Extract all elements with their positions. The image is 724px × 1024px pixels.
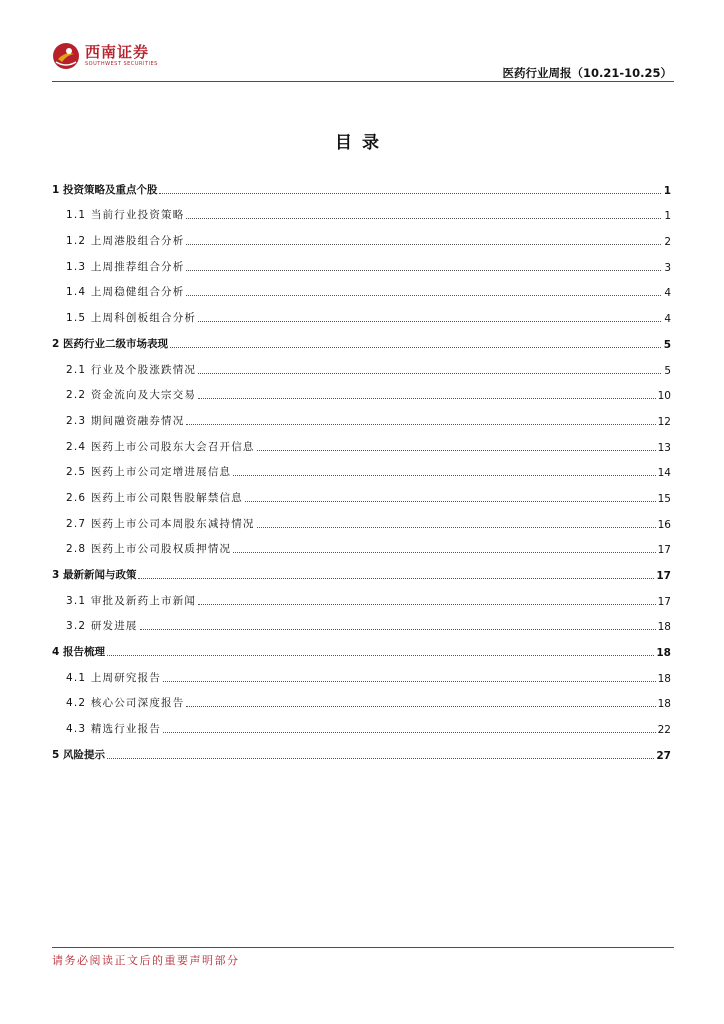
toc-section-entry[interactable] <box>52 325 671 351</box>
toc-dot-leader <box>140 629 656 630</box>
toc-dot-leader <box>138 578 654 579</box>
toc-page-number: 1 <box>664 210 671 223</box>
toc-entry-title: 2.8 医药上市公司股权质押情况 <box>66 543 232 556</box>
toc-subsection-entry[interactable] <box>52 479 671 505</box>
toc-page-number: 3 <box>664 261 671 274</box>
toc-page-number: 5 <box>664 364 671 377</box>
toc-entry-title: 3.2 研发进展 <box>66 620 138 633</box>
toc-entry-title: 3 最新新闻与政策 <box>52 569 137 581</box>
toc-entry-title: 2.1 行业及个股涨跌情况 <box>66 363 197 376</box>
toc-subsection-entry[interactable] <box>52 222 671 248</box>
toc-page-number: 16 <box>657 518 671 531</box>
company-logo <box>52 42 158 70</box>
toc-dot-leader <box>163 681 656 682</box>
toc-dot-leader <box>159 193 661 194</box>
toc-entry-title: 5 风险提示 <box>52 748 105 761</box>
toc-subsection-entry[interactable] <box>52 505 671 531</box>
toc-dot-leader <box>186 295 661 296</box>
toc-entry-title: 4.3 精选行业报告 <box>66 723 162 736</box>
toc-page-number: 22 <box>657 724 671 737</box>
toc-entry-title: 4.2 核心公司深度报告 <box>66 697 185 710</box>
table-of-contents <box>52 171 671 762</box>
toc-page-number: 18 <box>657 698 671 711</box>
toc-section-entry[interactable] <box>52 171 671 197</box>
toc-dot-leader <box>198 398 655 399</box>
toc-dot-leader <box>257 527 656 528</box>
toc-dot-leader <box>198 373 661 374</box>
toc-subsection-entry[interactable] <box>52 659 671 685</box>
toc-page-number: 4 <box>664 287 671 300</box>
toc-page-number: 10 <box>657 390 671 403</box>
page-header <box>52 40 674 82</box>
toc-entry-title: 4 报告梳理 <box>52 646 105 659</box>
toc-page-number: 17 <box>657 595 671 608</box>
header-divider <box>52 81 674 82</box>
toc-dot-leader <box>186 270 661 271</box>
toc-entry-title: 2 医药行业二级市场表现 <box>52 337 168 350</box>
footer-disclaimer: 请务必阅读正文后的重要声明部分 <box>52 954 240 967</box>
toc-dot-leader <box>233 475 655 476</box>
toc-entry-title: 1.1 当前行业投资策略 <box>66 209 185 222</box>
toc-page-number: 4 <box>664 313 671 326</box>
toc-subsection-entry[interactable] <box>52 608 671 634</box>
toc-entry-title: 2.6 医药上市公司限售股解禁信息 <box>66 491 243 504</box>
toc-section-entry[interactable] <box>52 556 671 582</box>
logo-name-en: SOUTHWEST SECURITIES <box>85 61 158 67</box>
toc-entry-title: 2.3 期间融资融券情况 <box>66 414 185 427</box>
toc-entry-title: 2.2 资金流向及大宗交易 <box>66 389 197 402</box>
toc-subsection-entry[interactable] <box>52 710 671 736</box>
toc-subsection-entry[interactable] <box>52 351 671 377</box>
toc-entry-title: 1.3 上周推荐组合分析 <box>66 260 185 273</box>
toc-dot-leader <box>245 501 656 502</box>
toc-page-number: 1 <box>663 184 671 197</box>
toc-entry-title: 1 投资策略及重点个股 <box>52 183 158 196</box>
toc-subsection-entry[interactable] <box>52 377 671 403</box>
toc-entry-title: 2.5 医药上市公司定增进展信息 <box>66 466 232 479</box>
toc-page-number: 17 <box>656 570 671 582</box>
toc-subsection-entry[interactable] <box>52 428 671 454</box>
toc-entry-title: 3.1 审批及新药上市新闻 <box>66 594 197 607</box>
toc-entry-title: 1.4 上周稳健组合分析 <box>66 286 185 299</box>
toc-page-number: 27 <box>656 749 671 762</box>
toc-heading: 目录 <box>335 133 389 153</box>
toc-subsection-entry[interactable] <box>52 402 671 428</box>
toc-dot-leader <box>198 604 655 605</box>
toc-entry-title: 1.5 上周科创板组合分析 <box>66 312 197 325</box>
toc-dot-leader <box>233 552 655 553</box>
toc-entry-title: 2.7 医药上市公司本周股东减持情况 <box>66 517 255 530</box>
toc-subsection-entry[interactable] <box>52 454 671 480</box>
toc-entry-title: 2.4 医药上市公司股东大会召开信息 <box>66 440 255 453</box>
report-title: 医药行业周报（10.21-10.25） <box>502 66 672 80</box>
toc-page-number: 13 <box>657 441 671 454</box>
toc-dot-leader <box>107 758 654 759</box>
logo-name-cn: 西南证券 <box>85 43 150 61</box>
toc-page-number: 14 <box>657 467 671 480</box>
toc-page-number: 5 <box>663 338 671 351</box>
toc-subsection-entry[interactable] <box>52 582 671 608</box>
toc-subsection-entry[interactable] <box>52 299 671 325</box>
toc-page-number: 18 <box>656 647 671 660</box>
toc-page-number: 2 <box>664 236 671 249</box>
toc-page-number: 18 <box>657 672 671 685</box>
toc-dot-leader <box>170 347 661 348</box>
toc-dot-leader <box>257 450 656 451</box>
toc-entry-title: 4.1 上周研究报告 <box>66 671 162 684</box>
toc-dot-leader <box>186 424 655 425</box>
toc-entry-title: 1.2 上周港股组合分析 <box>66 235 185 248</box>
toc-dot-leader <box>186 218 661 219</box>
toc-page-number: 12 <box>657 415 671 428</box>
toc-section-entry[interactable] <box>52 736 671 762</box>
toc-page-number: 15 <box>657 492 671 505</box>
toc-dot-leader <box>186 706 655 707</box>
toc-subsection-entry[interactable] <box>52 274 671 300</box>
toc-subsection-entry[interactable] <box>52 248 671 274</box>
toc-subsection-entry[interactable] <box>52 685 671 711</box>
toc-subsection-entry[interactable] <box>52 197 671 223</box>
toc-subsection-entry[interactable] <box>52 531 671 557</box>
toc-dot-leader <box>186 244 661 245</box>
footer-divider <box>52 947 674 948</box>
toc-page-number: 17 <box>657 544 671 557</box>
toc-dot-leader <box>107 655 654 656</box>
toc-dot-leader <box>163 732 656 733</box>
toc-section-entry[interactable] <box>52 633 671 659</box>
toc-dot-leader <box>198 321 661 322</box>
logo-emblem-icon <box>52 42 80 70</box>
toc-page-number: 18 <box>657 621 671 634</box>
